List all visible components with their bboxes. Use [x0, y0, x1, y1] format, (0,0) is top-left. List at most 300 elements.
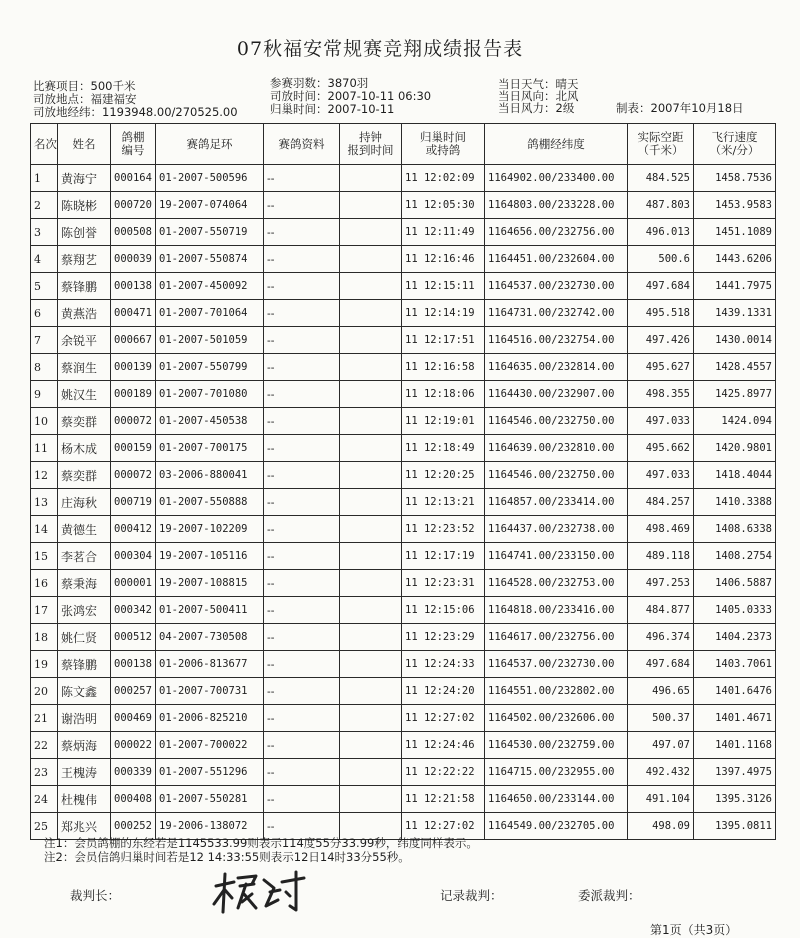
- return-date: 归巢时间：2007-10-11: [270, 102, 395, 116]
- table-row: [31, 705, 776, 732]
- name-cell: 蔡奕群: [58, 408, 111, 435]
- weather: 当日天气：晴天: [498, 77, 579, 91]
- bird-info-cell: --: [264, 462, 340, 489]
- clock-time-cell: [340, 651, 402, 678]
- distance-cell: 487.803: [628, 192, 694, 219]
- ring-cell: 19-2007-102209: [156, 516, 264, 543]
- name-cell: 蔡翔艺: [58, 246, 111, 273]
- distance-cell: 484.525: [628, 165, 694, 192]
- bird-info-cell: --: [264, 489, 340, 516]
- loft-id-cell: 000001: [111, 570, 156, 597]
- return-time-cell: 11 12:24:46: [402, 732, 485, 759]
- coordinates-cell: 1164650.00/233144.00: [485, 786, 628, 813]
- coordinates-cell: 1164818.00/233416.00: [485, 597, 628, 624]
- rank-cell: 5: [31, 273, 58, 300]
- name-cell: 蔡润生: [58, 354, 111, 381]
- ring-cell: 19-2007-074064: [156, 192, 264, 219]
- ring-cell: 19-2006-138072: [156, 813, 264, 840]
- distance-cell: 495.518: [628, 300, 694, 327]
- coordinates-cell: 1164437.00/232738.00: [485, 516, 628, 543]
- loft-id-cell: 000138: [111, 273, 156, 300]
- clock-time-cell: [340, 327, 402, 354]
- table-row: [31, 651, 776, 678]
- coordinates-cell: 1164537.00/232730.00: [485, 651, 628, 678]
- table-row: [31, 192, 776, 219]
- ring-cell: 01-2007-501059: [156, 327, 264, 354]
- coordinates-cell: 1164516.00/232754.00: [485, 327, 628, 354]
- rank-cell: 14: [31, 516, 58, 543]
- rank-cell: 17: [31, 597, 58, 624]
- return-time-cell: 11 12:14:19: [402, 300, 485, 327]
- name-cell: 杜槐伟: [58, 786, 111, 813]
- rank-cell: 18: [31, 624, 58, 651]
- speed-cell: 1401.4671: [694, 705, 776, 732]
- clock-time-cell: [340, 732, 402, 759]
- table-row: [31, 300, 776, 327]
- rank-cell: 8: [31, 354, 58, 381]
- ring-cell: 03-2006-880041: [156, 462, 264, 489]
- loft-id-cell: 000339: [111, 759, 156, 786]
- results-table: [30, 123, 776, 840]
- bird-info-cell: --: [264, 327, 340, 354]
- coordinates-cell: 1164528.00/232753.00: [485, 570, 628, 597]
- ring-cell: 01-2007-700731: [156, 678, 264, 705]
- table-row: [31, 273, 776, 300]
- name-cell: 庄海秋: [58, 489, 111, 516]
- clock-time-cell: [340, 489, 402, 516]
- speed-cell: 1428.4557: [694, 354, 776, 381]
- return-time-cell: 11 12:05:30: [402, 192, 485, 219]
- return-time-cell: 11 12:22:22: [402, 759, 485, 786]
- ring-cell: 01-2007-550874: [156, 246, 264, 273]
- name-cell: 黄德生: [58, 516, 111, 543]
- speed-cell: 1418.4044: [694, 462, 776, 489]
- table-row: [31, 597, 776, 624]
- rank-cell: 12: [31, 462, 58, 489]
- bird-info-cell: --: [264, 570, 340, 597]
- clock-time-cell: [340, 165, 402, 192]
- clock-time-cell: [340, 408, 402, 435]
- ring-cell: 01-2007-701064: [156, 300, 264, 327]
- return-time-cell: 11 12:23:31: [402, 570, 485, 597]
- ring-cell: 01-2007-450538: [156, 408, 264, 435]
- release-site: 司放地点：福建福安: [33, 92, 137, 106]
- wind-direction: 当日风向：北风: [498, 89, 579, 103]
- loft-id-cell: 000667: [111, 327, 156, 354]
- rank-cell: 3: [31, 219, 58, 246]
- ring-cell: 01-2006-813677: [156, 651, 264, 678]
- loft-id-cell: 000304: [111, 543, 156, 570]
- distance-cell: 497.684: [628, 273, 694, 300]
- ring-cell: 01-2007-700022: [156, 732, 264, 759]
- distance-cell: 491.104: [628, 786, 694, 813]
- coordinates-cell: 1164635.00/232814.00: [485, 354, 628, 381]
- referee-chief-label: 裁判长：: [70, 888, 121, 903]
- entries-count: 参赛羽数：3870羽: [270, 76, 369, 90]
- handwritten-signature: [208, 868, 318, 920]
- coordinates-cell: 1164551.00/232802.00: [485, 678, 628, 705]
- loft-id-cell: 000471: [111, 300, 156, 327]
- page-number: 第1页（共3页）: [650, 923, 738, 937]
- table-row: [31, 732, 776, 759]
- speed-cell: 1408.6338: [694, 516, 776, 543]
- name-cell: 杨木成: [58, 435, 111, 462]
- bird-info-cell: --: [264, 597, 340, 624]
- table-row: [31, 678, 776, 705]
- clock-time-cell: [340, 786, 402, 813]
- rank-cell: 22: [31, 732, 58, 759]
- report-date: 制表：2007年10月18日: [616, 101, 744, 115]
- coordinates-cell: 1164656.00/232756.00: [485, 219, 628, 246]
- loft-id-cell: 000139: [111, 354, 156, 381]
- loft-id-cell: 000720: [111, 192, 156, 219]
- header-name: 姓名: [58, 124, 111, 165]
- name-cell: 余锐平: [58, 327, 111, 354]
- bird-info-cell: --: [264, 516, 340, 543]
- return-time-cell: 11 12:17:51: [402, 327, 485, 354]
- loft-id-cell: 000072: [111, 462, 156, 489]
- coordinates-cell: 1164617.00/232756.00: [485, 624, 628, 651]
- table-row: [31, 219, 776, 246]
- rank-cell: 19: [31, 651, 58, 678]
- bird-info-cell: --: [264, 786, 340, 813]
- ring-cell: 04-2007-730508: [156, 624, 264, 651]
- return-time-cell: 11 12:21:58: [402, 786, 485, 813]
- distance-cell: 497.426: [628, 327, 694, 354]
- distance-cell: 497.033: [628, 462, 694, 489]
- coordinates-cell: 1164741.00/233150.00: [485, 543, 628, 570]
- return-time-cell: 11 12:16:46: [402, 246, 485, 273]
- ring-cell: 01-2007-550281: [156, 786, 264, 813]
- rank-cell: 20: [31, 678, 58, 705]
- speed-cell: 1443.6206: [694, 246, 776, 273]
- ring-cell: 01-2007-550888: [156, 489, 264, 516]
- ring-cell: 01-2006-825210: [156, 705, 264, 732]
- coordinates-cell: 1164530.00/232759.00: [485, 732, 628, 759]
- loft-id-cell: 000412: [111, 516, 156, 543]
- speed-cell: 1395.3126: [694, 786, 776, 813]
- clock-time-cell: [340, 273, 402, 300]
- rank-cell: 9: [31, 381, 58, 408]
- event-info: 比赛项目：500千米: [33, 79, 136, 93]
- header-return-time: 归巢时间 或持鸽: [402, 124, 485, 165]
- table-row: [31, 516, 776, 543]
- speed-cell: 1401.1168: [694, 732, 776, 759]
- speed-cell: 1404.2373: [694, 624, 776, 651]
- clock-time-cell: [340, 192, 402, 219]
- rank-cell: 23: [31, 759, 58, 786]
- speed-cell: 1424.094: [694, 408, 776, 435]
- committee-label: 委派裁判：: [578, 888, 641, 903]
- bird-info-cell: --: [264, 192, 340, 219]
- coordinates-cell: 1164430.00/232907.00: [485, 381, 628, 408]
- clock-time-cell: [340, 354, 402, 381]
- ring-cell: 19-2007-105116: [156, 543, 264, 570]
- name-cell: 蔡秉海: [58, 570, 111, 597]
- distance-cell: 497.684: [628, 651, 694, 678]
- bird-info-cell: --: [264, 678, 340, 705]
- ring-cell: 01-2007-450092: [156, 273, 264, 300]
- ring-cell: 01-2007-551296: [156, 759, 264, 786]
- header-bird-info: 赛鸽资料: [264, 124, 340, 165]
- bird-info-cell: --: [264, 732, 340, 759]
- bird-info-cell: --: [264, 543, 340, 570]
- ring-cell: 01-2007-550799: [156, 354, 264, 381]
- rank-cell: 16: [31, 570, 58, 597]
- distance-cell: 498.469: [628, 516, 694, 543]
- distance-cell: 500.37: [628, 705, 694, 732]
- speed-cell: 1405.0333: [694, 597, 776, 624]
- clock-time-cell: [340, 624, 402, 651]
- clock-time-cell: [340, 300, 402, 327]
- name-cell: 谢浩明: [58, 705, 111, 732]
- speed-cell: 1408.2754: [694, 543, 776, 570]
- table-row: [31, 435, 776, 462]
- return-time-cell: 11 12:11:49: [402, 219, 485, 246]
- name-cell: 黄燕浩: [58, 300, 111, 327]
- bird-info-cell: --: [264, 435, 340, 462]
- loft-id-cell: 000719: [111, 489, 156, 516]
- name-cell: 蔡锋鹏: [58, 273, 111, 300]
- loft-id-cell: 000072: [111, 408, 156, 435]
- distance-cell: 500.6: [628, 246, 694, 273]
- ring-cell: 01-2007-701080: [156, 381, 264, 408]
- coordinates-cell: 1164902.00/233400.00: [485, 165, 628, 192]
- bird-info-cell: --: [264, 408, 340, 435]
- name-cell: 陈创誉: [58, 219, 111, 246]
- header-ring: 赛鸽足环: [156, 124, 264, 165]
- return-time-cell: 11 12:19:01: [402, 408, 485, 435]
- table-row: [31, 381, 776, 408]
- loft-id-cell: 000342: [111, 597, 156, 624]
- loft-id-cell: 000039: [111, 246, 156, 273]
- loft-id-cell: 000159: [111, 435, 156, 462]
- rank-cell: 24: [31, 786, 58, 813]
- report-title: 07秋福安常规赛竞翔成绩报告表: [236, 38, 524, 60]
- clock-time-cell: [340, 543, 402, 570]
- clock-time-cell: [340, 246, 402, 273]
- return-time-cell: 11 12:20:25: [402, 462, 485, 489]
- return-time-cell: 11 12:24:33: [402, 651, 485, 678]
- distance-cell: 496.013: [628, 219, 694, 246]
- ring-cell: 01-2007-700175: [156, 435, 264, 462]
- return-time-cell: 11 12:16:58: [402, 354, 485, 381]
- distance-cell: 492.432: [628, 759, 694, 786]
- name-cell: 李茗合: [58, 543, 111, 570]
- header-clock-time: 持钟 报到时间: [340, 124, 402, 165]
- table-row: [31, 462, 776, 489]
- clock-time-cell: [340, 462, 402, 489]
- notes: [44, 836, 478, 864]
- bird-info-cell: --: [264, 354, 340, 381]
- clock-time-cell: [340, 219, 402, 246]
- bird-info-cell: --: [264, 246, 340, 273]
- name-cell: 蔡炳海: [58, 732, 111, 759]
- coordinates-cell: 1164549.00/232705.00: [485, 813, 628, 840]
- note-2: 注2：会员信鸽归巢时间若是12 14:33:55则表示12日14时33分55秒。: [44, 850, 410, 864]
- return-time-cell: 11 12:27:02: [402, 813, 485, 840]
- table-row: [31, 624, 776, 651]
- clock-time-cell: [340, 570, 402, 597]
- distance-cell: 497.07: [628, 732, 694, 759]
- wind-force: 当日风力：2级: [498, 101, 575, 115]
- speed-cell: 1439.1331: [694, 300, 776, 327]
- table-row: [31, 327, 776, 354]
- bird-info-cell: --: [264, 273, 340, 300]
- distance-cell: 497.253: [628, 570, 694, 597]
- speed-cell: 1420.9801: [694, 435, 776, 462]
- table-row: [31, 408, 776, 435]
- name-cell: 陈文鑫: [58, 678, 111, 705]
- release-coords: 司放地经纬：1193948.00/270525.00: [33, 105, 238, 119]
- loft-id-cell: 000022: [111, 732, 156, 759]
- coordinates-cell: 1164715.00/232955.00: [485, 759, 628, 786]
- rank-cell: 10: [31, 408, 58, 435]
- loft-id-cell: 000257: [111, 678, 156, 705]
- bird-info-cell: --: [264, 300, 340, 327]
- coordinates-cell: 1164546.00/232750.00: [485, 462, 628, 489]
- loft-id-cell: 000508: [111, 219, 156, 246]
- rank-cell: 7: [31, 327, 58, 354]
- rank-cell: 4: [31, 246, 58, 273]
- speed-cell: 1425.8977: [694, 381, 776, 408]
- clock-time-cell: [340, 516, 402, 543]
- speed-cell: 1430.0014: [694, 327, 776, 354]
- name-cell: 郑兆兴: [58, 813, 111, 840]
- distance-cell: 484.257: [628, 489, 694, 516]
- name-cell: 黄海宁: [58, 165, 111, 192]
- loft-id-cell: 000408: [111, 786, 156, 813]
- coordinates-cell: 1164546.00/232750.00: [485, 408, 628, 435]
- table-row: [31, 570, 776, 597]
- clock-time-cell: [340, 435, 402, 462]
- distance-cell: 495.662: [628, 435, 694, 462]
- header-distance: 实际空距 （千米）: [628, 124, 694, 165]
- return-time-cell: 11 12:15:11: [402, 273, 485, 300]
- header-speed: 飞行速度 （米/分）: [694, 124, 776, 165]
- return-time-cell: 11 12:13:21: [402, 489, 485, 516]
- distance-cell: 497.033: [628, 408, 694, 435]
- return-time-cell: 11 12:23:29: [402, 624, 485, 651]
- speed-cell: 1406.5887: [694, 570, 776, 597]
- name-cell: 陈晓彬: [58, 192, 111, 219]
- header-coordinates: 鸽棚经纬度: [485, 124, 628, 165]
- return-time-cell: 11 12:18:06: [402, 381, 485, 408]
- name-cell: 王槐涛: [58, 759, 111, 786]
- coordinates-cell: 1164857.00/233414.00: [485, 489, 628, 516]
- coordinates-cell: 1164731.00/232742.00: [485, 300, 628, 327]
- return-time-cell: 11 12:24:20: [402, 678, 485, 705]
- bird-info-cell: --: [264, 624, 340, 651]
- distance-cell: 498.09: [628, 813, 694, 840]
- return-time-cell: 11 12:27:02: [402, 705, 485, 732]
- return-time-cell: 11 12:02:09: [402, 165, 485, 192]
- distance-cell: 484.877: [628, 597, 694, 624]
- note-1: 注1：会员鸽棚的东经若是1145533.99则表示114度55分33.99秒，纬度同样表示。: [44, 836, 478, 850]
- header-loft-id: 鸽棚 编号: [111, 124, 156, 165]
- rank-cell: 13: [31, 489, 58, 516]
- coordinates-cell: 1164502.00/232606.00: [485, 705, 628, 732]
- coordinates-cell: 1164803.00/233228.00: [485, 192, 628, 219]
- loft-id-cell: 000164: [111, 165, 156, 192]
- speed-cell: 1453.9583: [694, 192, 776, 219]
- recorder-label: 记录裁判：: [440, 888, 503, 903]
- ring-cell: 01-2007-500411: [156, 597, 264, 624]
- rank-cell: 2: [31, 192, 58, 219]
- return-time-cell: 11 12:23:52: [402, 516, 485, 543]
- table-row: [31, 354, 776, 381]
- bird-info-cell: --: [264, 381, 340, 408]
- loft-id-cell: 000189: [111, 381, 156, 408]
- coordinates-cell: 1164537.00/232730.00: [485, 273, 628, 300]
- name-cell: 蔡锋鹏: [58, 651, 111, 678]
- loft-id-cell: 000469: [111, 705, 156, 732]
- return-time-cell: 11 12:15:06: [402, 597, 485, 624]
- speed-cell: 1441.7975: [694, 273, 776, 300]
- table-row: [31, 165, 776, 192]
- clock-time-cell: [340, 759, 402, 786]
- rank-cell: 6: [31, 300, 58, 327]
- distance-cell: 489.118: [628, 543, 694, 570]
- bird-info-cell: --: [264, 219, 340, 246]
- name-cell: 姚汉生: [58, 381, 111, 408]
- name-cell: 姚仁贤: [58, 624, 111, 651]
- release-time: 司放时间：2007-10-11 06:30: [270, 89, 432, 103]
- return-time-cell: 11 12:17:19: [402, 543, 485, 570]
- speed-cell: 1458.7536: [694, 165, 776, 192]
- rank-cell: 15: [31, 543, 58, 570]
- speed-cell: 1403.7061: [694, 651, 776, 678]
- clock-time-cell: [340, 381, 402, 408]
- rank-cell: 21: [31, 705, 58, 732]
- coordinates-cell: 1164639.00/232810.00: [485, 435, 628, 462]
- table-row: [31, 759, 776, 786]
- speed-cell: 1395.0811: [694, 813, 776, 840]
- distance-cell: 498.355: [628, 381, 694, 408]
- clock-time-cell: [340, 705, 402, 732]
- table-row: [31, 246, 776, 273]
- bird-info-cell: --: [264, 813, 340, 840]
- ring-cell: 19-2007-108815: [156, 570, 264, 597]
- distance-cell: 496.374: [628, 624, 694, 651]
- bird-info-cell: --: [264, 759, 340, 786]
- speed-cell: 1410.3388: [694, 489, 776, 516]
- rank-cell: 11: [31, 435, 58, 462]
- speed-cell: 1451.1089: [694, 219, 776, 246]
- table-row: [31, 543, 776, 570]
- bird-info-cell: --: [264, 651, 340, 678]
- clock-time-cell: [340, 678, 402, 705]
- ring-cell: 01-2007-500596: [156, 165, 264, 192]
- loft-id-cell: 000252: [111, 813, 156, 840]
- ring-cell: 01-2007-550719: [156, 219, 264, 246]
- bird-info-cell: --: [264, 705, 340, 732]
- loft-id-cell: 000138: [111, 651, 156, 678]
- loft-id-cell: 000512: [111, 624, 156, 651]
- speed-cell: 1401.6476: [694, 678, 776, 705]
- name-cell: 张鸿宏: [58, 597, 111, 624]
- table-row: [31, 489, 776, 516]
- header-rank: 名次: [31, 124, 58, 165]
- speed-cell: 1397.4975: [694, 759, 776, 786]
- rank-cell: 1: [31, 165, 58, 192]
- name-cell: 蔡奕群: [58, 462, 111, 489]
- table-header-row: [31, 124, 776, 165]
- return-time-cell: 11 12:18:49: [402, 435, 485, 462]
- table-row: [31, 786, 776, 813]
- rank-cell: 25: [31, 813, 58, 840]
- bird-info-cell: --: [264, 165, 340, 192]
